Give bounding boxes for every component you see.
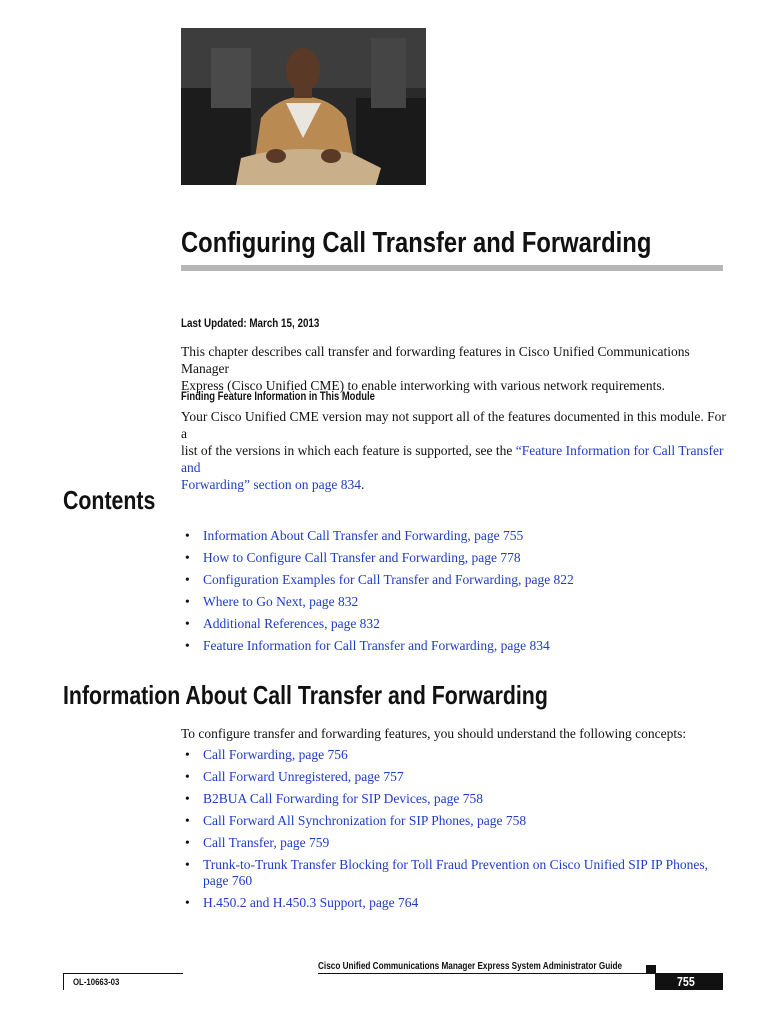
info-item[interactable]: • Trunk-to-Trunk Transfer Blocking for Toll Fraud Prevention on Cisco Unified SIP IP Phones, page 760 bbox=[185, 857, 708, 888]
man-seated-photo-icon bbox=[181, 28, 426, 185]
feature-info-link-cont[interactable]: Forwarding” section on page 834 bbox=[181, 477, 361, 492]
finding-line-2 bbox=[181, 442, 726, 476]
intro-paragraph bbox=[181, 343, 726, 394]
page-number: 755 bbox=[677, 974, 695, 989]
info-item[interactable]: • B2BUA Call Forwarding for SIP Devices, page 758 bbox=[185, 791, 483, 806]
feature-info-link[interactable]: “Feature Information for Call Transfer and bbox=[181, 443, 724, 475]
info-list bbox=[183, 747, 723, 917]
info-item[interactable]: • Call Forward All Synchronization for SIP Phones, page 758 bbox=[185, 813, 527, 828]
info-item[interactable]: • Call Transfer, page 759 bbox=[185, 835, 330, 850]
doc-number-rule bbox=[63, 973, 183, 974]
finding-line-1: Your Cisco Unified CME version may not support all of the features documented in this module. For a bbox=[181, 409, 726, 441]
info-item[interactable]: • H.450.2 and H.450.3 Support, page 764 bbox=[185, 895, 419, 910]
contents-item[interactable]: • Information About Call Transfer and Forwarding, page 755 bbox=[185, 528, 524, 543]
finding-paragraph bbox=[181, 408, 726, 493]
info-heading: Information About Call Transfer and Forwarding bbox=[63, 680, 548, 710]
contents-item[interactable]: • Where to Go Next, page 832 bbox=[185, 594, 359, 609]
footer-rule bbox=[318, 973, 656, 974]
hero-photo bbox=[181, 28, 426, 185]
intro-line-2: Express (Cisco Unified CME) to enable interworking with various network requirements. bbox=[181, 378, 666, 393]
doc-number-bracket bbox=[63, 973, 64, 990]
doc-number: OL-10663-03 bbox=[73, 977, 120, 988]
finding-line-2-text: list of the versions in which each feature is supported, see the bbox=[181, 443, 516, 458]
contents-item[interactable]: • Configuration Examples for Call Transfer and Forwarding, page 822 bbox=[185, 572, 574, 587]
intro-line-1: This chapter describes call transfer and forwarding features in Cisco Unified Communications Manager bbox=[181, 344, 690, 376]
footer-marker bbox=[646, 965, 656, 973]
footer-guide-title: Cisco Unified Communications Manager Express System Administrator Guide bbox=[318, 961, 623, 972]
info-item[interactable]: • Call Forward Unregistered, page 757 bbox=[185, 769, 404, 784]
title-rule bbox=[181, 265, 723, 271]
contents-item[interactable]: • How to Configure Call Transfer and Forwarding, page 778 bbox=[185, 550, 521, 565]
last-updated: Last Updated: March 15, 2013 bbox=[181, 316, 320, 330]
finding-line-3 bbox=[181, 476, 726, 493]
page-title: Configuring Call Transfer and Forwarding bbox=[181, 227, 652, 259]
finding-heading: Finding Feature Information in This Module bbox=[181, 391, 375, 403]
info-item[interactable]: • Call Forwarding, page 756 bbox=[185, 747, 348, 762]
contents-item[interactable]: • Feature Information for Call Transfer and Forwarding, page 834 bbox=[185, 638, 550, 653]
contents-item[interactable]: • Additional References, page 832 bbox=[185, 616, 380, 631]
info-intro: To configure transfer and forwarding features, you should understand the following concepts: bbox=[181, 726, 687, 741]
contents-heading: Contents bbox=[63, 485, 156, 515]
contents-list bbox=[183, 528, 723, 660]
finding-line-3-end: . bbox=[360, 477, 365, 492]
